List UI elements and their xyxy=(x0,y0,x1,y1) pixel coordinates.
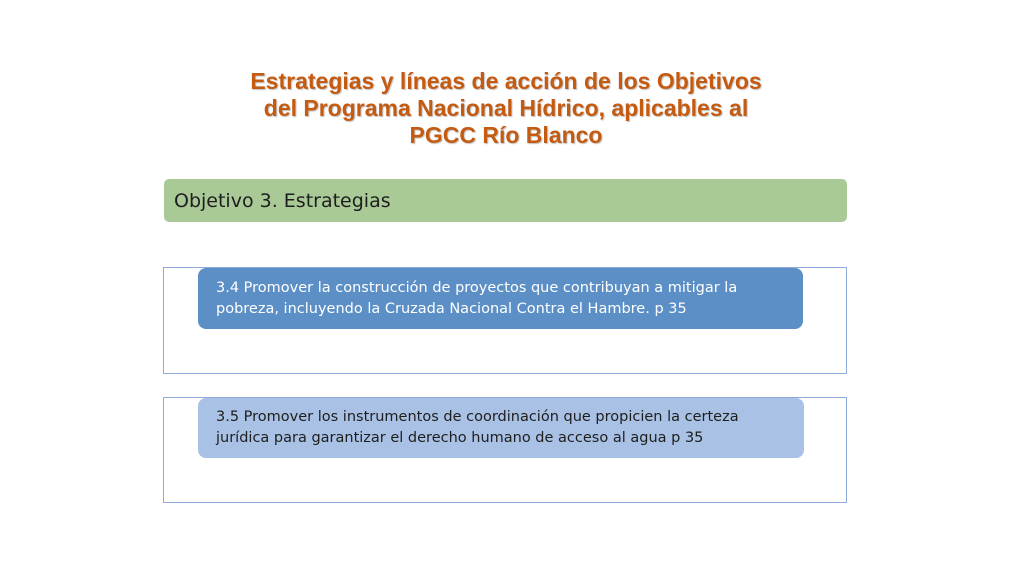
objective-bar xyxy=(164,179,847,222)
strategy-text-2: 3.5 Promover los instrumentos de coordinación que propicien la certeza jurídica para garantizar el derecho humano de acceso al agua p 35 xyxy=(216,409,739,446)
slide-title-line-2: del Programa Nacional Hídrico, aplicables al xyxy=(263,95,749,121)
slide-title xyxy=(200,68,812,149)
strategy-card-1 xyxy=(198,268,803,329)
strategy-text-1: 3.4 Promover la construcción de proyectos que contribuyan a mitigar la pobreza, incluyendo la Cruzada Nacional Contra el Hambre. p 35 xyxy=(216,279,738,317)
slide-title-line-3: PGCC Río Blanco xyxy=(409,122,603,148)
objective-label: Objetivo 3. Estrategias xyxy=(174,189,391,212)
strategy-card-2 xyxy=(198,398,804,458)
slide-title-line-1: Estrategias y líneas de acción de los Objetivos xyxy=(250,68,762,94)
